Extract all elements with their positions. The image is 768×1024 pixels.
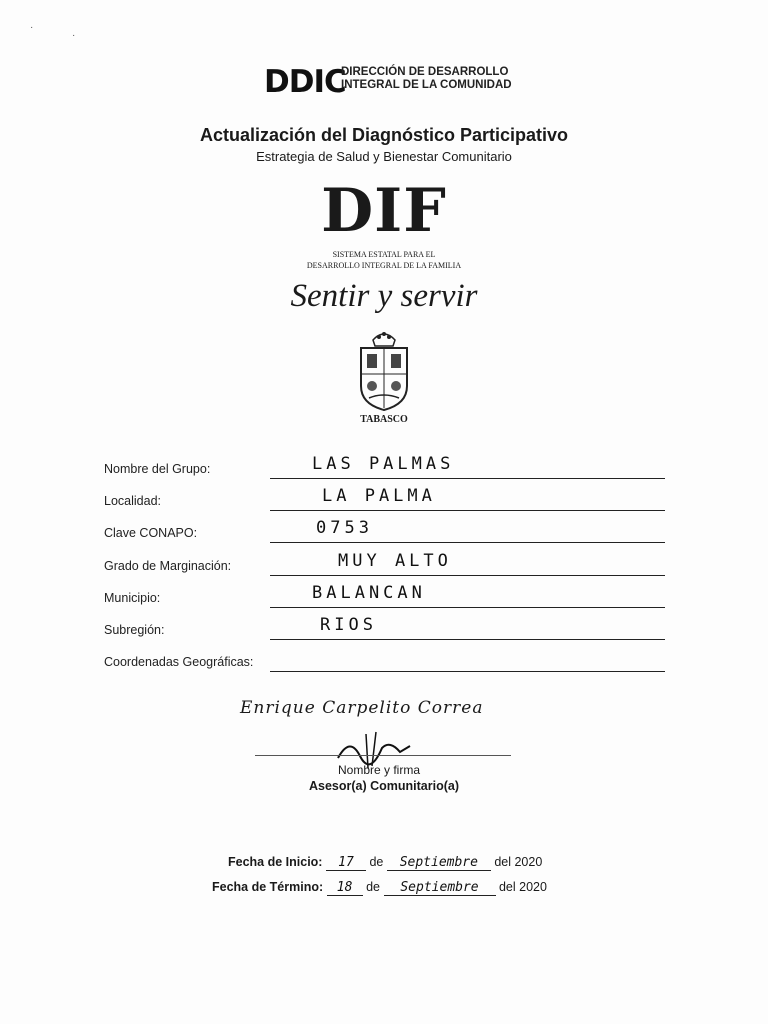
subregion-label: Subregión: — [104, 623, 165, 637]
group-name-line — [270, 478, 665, 479]
dif-org-name — [0, 249, 768, 271]
marginalization-label: Grado de Marginación: — [104, 559, 232, 573]
start-date-year: del 2020 — [494, 855, 543, 869]
scan-speck: · — [30, 22, 34, 33]
advisor-handwritten-name: Enrique Carpelito Correa — [240, 698, 484, 718]
coordinates-line — [270, 671, 665, 672]
tabasco-crest-icon — [355, 328, 413, 412]
dif-logo: DIF — [321, 176, 447, 246]
conapo-label: Clave CONAPO: — [104, 526, 198, 540]
conapo-line — [270, 542, 665, 543]
ddic-line-2: INTEGRAL DE LA COMUNIDAD — [341, 79, 512, 91]
dif-org-line-1: SISTEMA ESTATAL PARA EL — [332, 250, 436, 259]
subregion-value: RIOS — [320, 615, 377, 635]
end-date-label: Fecha de Término: — [212, 880, 324, 894]
municipality-line — [270, 607, 665, 608]
end-date-month: Septiembre — [384, 880, 496, 896]
signature-role: Asesor(a) Comunitario(a) — [308, 779, 460, 793]
locality-line — [270, 510, 665, 511]
page-title: Actualización del Diagnóstico Participativo — [199, 125, 569, 145]
end-date-de: de — [366, 880, 381, 894]
start-date-de: de — [369, 855, 384, 869]
dif-org-line-2: DESARROLLO INTEGRAL DE LA FAMILIA — [306, 261, 462, 270]
municipality-value: BALANCAN — [312, 583, 426, 603]
signature-caption: Nombre y firma — [338, 763, 421, 777]
state-name: TABASCO — [360, 414, 408, 425]
municipality-label: Municipio: — [104, 591, 161, 605]
end-date-day: 18 — [327, 880, 363, 896]
ddic-logo-text — [341, 66, 512, 92]
coordinates-label: Coordenadas Geográficas: — [104, 655, 254, 669]
locality-label: Localidad: — [104, 494, 161, 508]
marginalization-value: MUY ALTO — [338, 551, 452, 571]
ddic-logo-mark: DDIC — [264, 64, 346, 100]
subregion-line — [270, 639, 665, 640]
signature-line — [255, 755, 511, 756]
group-name-label: Nombre del Grupo: — [104, 462, 211, 476]
start-date-label: Fecha de Inicio: — [228, 855, 323, 869]
group-name-value: LAS PALMAS — [312, 454, 455, 474]
start-date-row — [228, 855, 542, 871]
end-date-year: del 2020 — [498, 880, 547, 894]
page-subtitle: Estrategia de Salud y Bienestar Comunitario — [256, 149, 512, 164]
scan-speck: · — [72, 30, 76, 41]
conapo-value: 0753 — [316, 518, 373, 538]
end-date-row — [212, 880, 547, 896]
marginalization-line — [270, 575, 665, 576]
locality-value: LA PALMA — [322, 486, 436, 506]
ddic-line-1: DIRECCIÓN DE DESARROLLO — [341, 66, 509, 78]
start-date-day: 17 — [326, 855, 366, 871]
start-date-month: Septiembre — [387, 855, 491, 871]
slogan: Sentir y servir — [290, 278, 478, 314]
